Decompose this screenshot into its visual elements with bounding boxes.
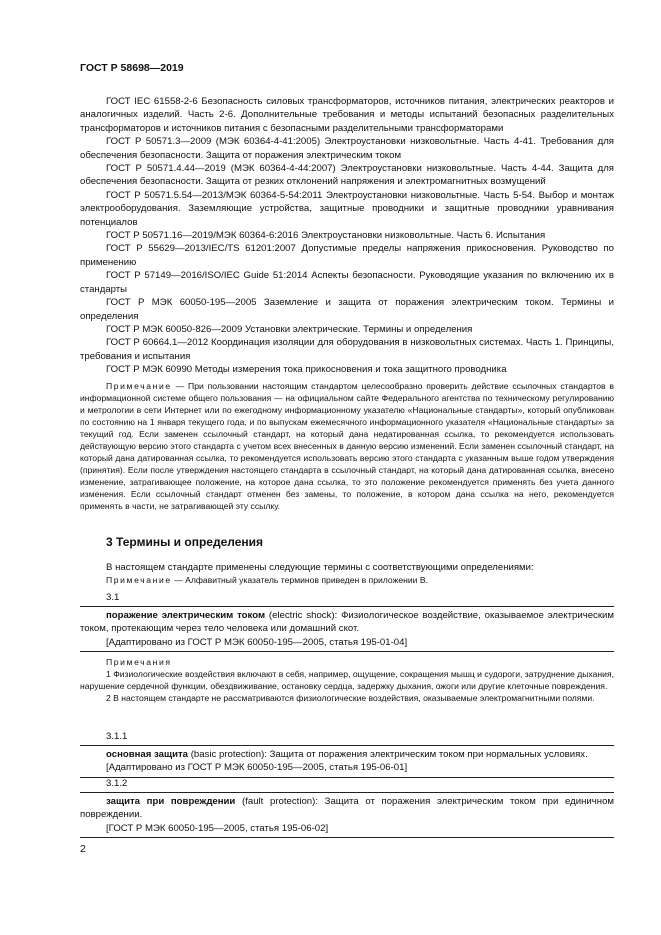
term-definition bbox=[80, 795, 614, 822]
term-note-item: 1 Физиологические воздействия включают в себя, например, ощущение, сокращения мышц и судороги, затруднение дыхания, нарушение сердечной функции, обездвиживание, остановку сердца, задержку дыхания, ожоги или другие клеточные повреждения. bbox=[80, 669, 614, 691]
term-name: поражение электрическим током bbox=[106, 610, 266, 621]
term-definition-text: (fault protection): Защита от поражения электрическим током при единичном повреждении. bbox=[80, 796, 615, 821]
reference-item: ГОСТ Р МЭК 60990 Методы измерения тока прикосновения и тока защитного проводника bbox=[106, 364, 507, 376]
note-paragraph bbox=[80, 380, 614, 512]
term-name: основная защита bbox=[106, 749, 189, 760]
term-number: 3.1 bbox=[106, 592, 120, 603]
term-source: [Адаптировано из ГОСТ Р МЭК 60050-195—2005, статья 195-06-01] bbox=[106, 762, 408, 774]
term-definition bbox=[80, 748, 614, 761]
term-definition-text: (electric shock): Физиологическое воздействие, оказываемое электрическим током, протекающим через тело человека или домашний скот. bbox=[80, 610, 614, 635]
reference-item: ГОСТ Р 50571.4.44—2019 (МЭК 60364-4-44:2007) Электроустановки низковольтные. Часть 4-44. Защита для обеспечения безопасности. Защита от резких отклонений напряжения и электромагнитных возмущений bbox=[80, 163, 614, 188]
term-notes-label: Примечания bbox=[106, 657, 172, 667]
term-definition-text: (basic protection): Защита от поражения электрическим током при нормальных условиях. bbox=[188, 749, 588, 760]
term-box bbox=[80, 792, 614, 838]
term-source: [ГОСТ Р МЭК 60050-195—2005, статья 195-06-02] bbox=[106, 822, 329, 834]
term-number: 3.1.1 bbox=[106, 731, 128, 742]
intro-note bbox=[80, 574, 614, 587]
note-text: — При пользовании настоящим стандартом целесообразно проверить действие ссылочных стандартов в информационной системе общего пользования — на официальном сайте Федерального агентства по техническому регулированию и метрологии в сети Интернет или по ежегодному информационному указателю «Национальные стандарты», который опубликован по состоянию на 1 января текущего года, и по выпускам ежемесячного информационного указателя «Национальные стандарты» за текущий год. Если заменен ссылочный стандарт, на который дана недатированная ссылка, то рекомендуется использовать действующую версию этого стандарта с учетом всех внесенных в данную версию изменений. Если заменен ссылочный стандарт, на который дана датированная ссылка, то рекомендуется использовать версию этого стандарта с указанным выше годом утверждения (принятия). Если после утверждения настоящего стандарта в ссылочный стандарт, на который дана датированная ссылка, внесено изменение, затрагивающее положение, на которое дана ссылка, то это положение рекомендуется применять без учета данного изменения. Если ссылочный стандарт отменен без замены, то положение, в котором дана ссылка на него, рекомендуется применять в части, не затрагивающей эту ссылку. bbox=[80, 381, 614, 511]
note-label: Примечание bbox=[106, 381, 172, 391]
reference-item: ГОСТ IEC 61558-2-6 Безопасность силовых трансформаторов, источников питания, электрических реакторов и аналогичных изделий. Часть 2-6. Дополнительные требования и методы испытаний безопасных разделительных трансформаторов и источников питания с безопасными разделительными трансформаторами bbox=[80, 96, 614, 134]
reference-item: ГОСТ Р 50571.16—2019/МЭК 60364-6:2016 Электроустановки низковольтные. Часть 6. Испытания bbox=[106, 230, 546, 242]
term-source: [Адаптировано из ГОСТ Р МЭК 60050-195—2005, статья 195-01-04] bbox=[106, 636, 408, 648]
term-note-item: 2 В настоящем стандарте не рассматриваются физиологические воздействия, оказываемые электромагнитными полями. bbox=[106, 693, 595, 703]
term-box bbox=[80, 606, 614, 652]
normative-references bbox=[80, 95, 614, 377]
term-box bbox=[80, 745, 614, 778]
section-intro bbox=[80, 561, 614, 588]
reference-item: ГОСТ Р МЭК 60050-195—2005 Заземление и защита от поражения электрическим током. Термины и определения bbox=[80, 297, 614, 322]
term-name: защита при повреждении bbox=[106, 796, 236, 807]
term-number: 3.1.2 bbox=[106, 778, 128, 789]
reference-item: ГОСТ Р МЭК 60050-826—2009 Установки электрические. Термины и определения bbox=[106, 323, 473, 335]
term-notes bbox=[80, 656, 614, 704]
term-definition bbox=[80, 609, 614, 636]
reference-item: ГОСТ Р 60664.1—2012 Координация изоляции для оборудования в низковольтных системах. Часть 1. Принципы, требования и испытания bbox=[80, 337, 614, 362]
section-title: 3 Термины и определения bbox=[106, 535, 264, 549]
reference-item: ГОСТ Р 50571.3—2009 (МЭК 60364-4-41:2005) Электроустановки низковольтные. Часть 4-41. Требования для обеспечения безопасности. Защита от поражения электрическим током bbox=[80, 136, 614, 161]
intro-text: В настоящем стандарте применены следующие термины с соответствующими определениями: bbox=[106, 562, 534, 573]
reference-item: ГОСТ Р 57149—2016/ISO/IEC Guide 51:2014 Аспекты безопасности. Руководящие указания по включению их в стандарты bbox=[80, 270, 614, 295]
page-number: 2 bbox=[80, 843, 86, 855]
references-note bbox=[80, 380, 614, 512]
reference-item: ГОСТ Р 50571.5.54—2013/МЭК 60364-5-54:2011 Электроустановки низковольтные. Часть 5-54. Выбор и монтаж электрооборудования. Заземляющие устройства, защитные проводники и защитные проводники уравнивания потенциалов bbox=[80, 189, 614, 228]
intro-note-label: Примечание bbox=[106, 575, 172, 586]
reference-item: ГОСТ Р 55629—2013/IEC/TS 61201:2007 Допустимые пределы напряжения прикосновения. Руководство по применению bbox=[80, 243, 614, 268]
document-header: ГОСТ Р 58698—2019 bbox=[80, 62, 184, 74]
intro-note-text: — Алфавитный указатель терминов приведен в приложении В. bbox=[171, 575, 428, 586]
